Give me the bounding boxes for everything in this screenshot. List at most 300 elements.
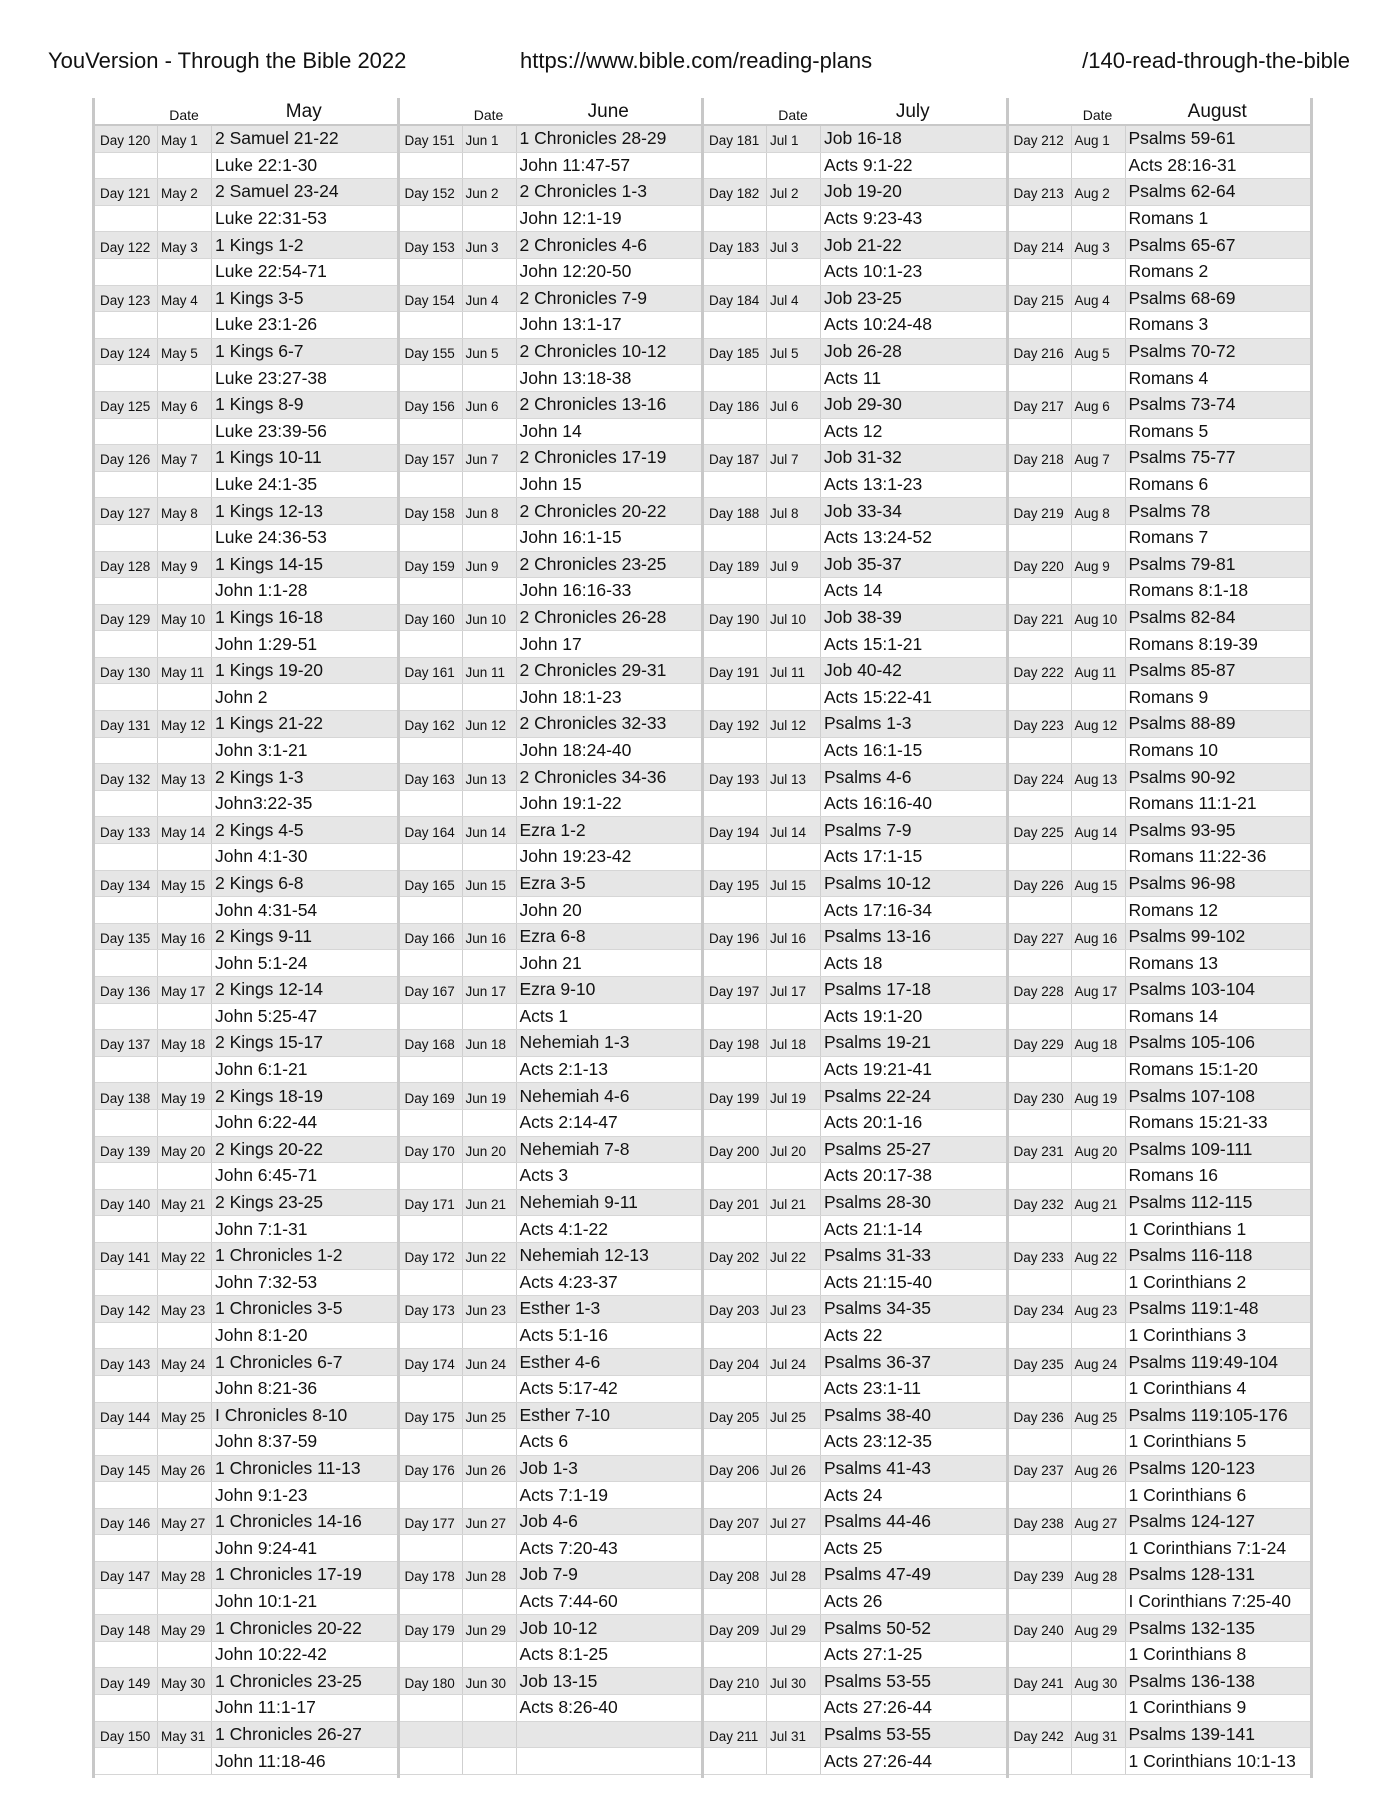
empty-day-cell [400,950,462,976]
new-testament-reading: Acts 2:1-13 [516,1057,702,1083]
day-number: Day 205 [709,1409,760,1425]
reading-row-primary [95,977,397,1004]
reading-row-primary [400,977,702,1004]
old-testament-reading: 1 Chronicles 3-5 [211,1296,397,1322]
reading-date: May 6 [157,392,211,418]
month-block-august [1006,98,1311,1778]
reading-entry [1009,1668,1311,1721]
day-number: Day 197 [709,984,760,1000]
reading-row-secondary [1009,1057,1311,1084]
empty-date-cell [462,1589,516,1615]
new-testament-reading: Acts 8:26-40 [516,1695,702,1721]
day-number: Day 207 [709,1516,760,1532]
reading-entry [400,924,702,977]
empty-date-cell [766,259,820,285]
reading-entry [1009,1083,1311,1136]
empty-date-cell [462,472,516,498]
empty-day-cell [1009,1429,1071,1455]
reading-row-secondary [95,1429,397,1456]
empty-date-cell [157,791,211,817]
reading-date: Jul 22 [766,1243,820,1269]
new-testament-reading: John 6:1-21 [211,1057,397,1083]
empty-day-cell [95,844,157,870]
reading-date: May 27 [157,1509,211,1535]
reading-row-primary [1009,1137,1311,1164]
reading-row-secondary [95,1376,397,1403]
old-testament-reading: 2 Kings 20-22 [211,1137,397,1163]
reading-row-primary [95,1137,397,1164]
empty-day-cell [400,1642,462,1668]
reading-date: Jul 12 [766,711,820,737]
old-testament-reading: Psalms 70-72 [1125,339,1311,365]
empty-date-cell [157,684,211,710]
reading-row-secondary [1009,844,1311,871]
reading-date: Jun 13 [462,764,516,790]
new-testament-reading: 1 Corinthians 6 [1125,1482,1311,1508]
reading-entry [400,1296,702,1349]
reading-row-secondary [704,1163,1006,1190]
old-testament-reading: Psalms 136-138 [1125,1668,1311,1694]
reading-date: May 18 [157,1030,211,1056]
reading-row-primary [95,1509,397,1536]
empty-date-cell [1071,738,1125,764]
day-number: Day 164 [404,824,455,840]
day-number: Day 167 [404,984,455,1000]
reading-entry [1009,817,1311,870]
old-testament-reading: Psalms 4-6 [820,764,1006,790]
empty-day-cell [704,1216,766,1242]
new-testament-reading: John 6:45-71 [211,1163,397,1189]
day-number: Day 171 [404,1197,455,1213]
new-testament-reading: Acts 28:16-31 [1125,153,1311,179]
reading-entry [1009,924,1311,977]
reading-row-secondary [704,631,1006,658]
day-number: Day 161 [404,665,455,681]
empty-day-cell [400,1429,462,1455]
reading-entry [95,977,397,1030]
reading-row-primary [95,1403,397,1430]
reading-entry [1009,445,1311,498]
empty-day-cell [400,312,462,338]
reading-row-primary [704,977,1006,1004]
empty-day-cell [1009,1535,1071,1561]
reading-row-primary [1009,817,1311,844]
reading-row-secondary [704,1004,1006,1031]
reading-row-primary [704,1722,1006,1749]
reading-row-secondary [704,365,1006,392]
reading-date: Jul 7 [766,445,820,471]
reading-row-primary [704,1562,1006,1589]
old-testament-reading: Psalms 44-46 [820,1509,1006,1535]
reading-date: May 8 [157,498,211,524]
empty-day-cell [1009,684,1071,710]
old-testament-reading: Psalms 79-81 [1125,552,1311,578]
reading-row-primary [95,1083,397,1110]
empty-date-cell [766,1323,820,1349]
old-testament-reading: Job 4-6 [516,1509,702,1535]
reading-date [462,1722,516,1748]
new-testament-reading: 1 Corinthians 4 [1125,1376,1311,1402]
new-testament-reading: John 18:1-23 [516,684,702,710]
new-testament-reading: Acts 21:1-14 [820,1216,1006,1242]
reading-date: Jun 23 [462,1296,516,1322]
empty-day-cell [95,1323,157,1349]
reading-date: Jul 24 [766,1349,820,1375]
reading-row-primary [95,445,397,472]
reading-date: May 1 [157,126,211,152]
reading-row-primary [704,817,1006,844]
new-testament-reading: John 17 [516,631,702,657]
reading-date: Jul 25 [766,1403,820,1429]
empty-day-cell [1009,950,1071,976]
reading-entry [400,179,702,232]
reading-row-primary [95,658,397,685]
reading-row-primary [400,1403,702,1430]
old-testament-reading: Psalms 90-92 [1125,764,1311,790]
new-testament-reading: John 15 [516,472,702,498]
month-name: August [1187,101,1247,122]
empty-date-cell [462,950,516,976]
reading-row-secondary [1009,472,1311,499]
day-number: Day 223 [1013,718,1064,734]
empty-day-cell [95,1057,157,1083]
empty-date-cell [1071,1323,1125,1349]
empty-date-cell [1071,631,1125,657]
reading-entry [95,817,397,870]
reading-entry [1009,1349,1311,1402]
empty-date-cell [1071,578,1125,604]
empty-day-cell [704,206,766,232]
empty-day-cell [400,365,462,391]
empty-date-cell [766,525,820,551]
empty-day-cell [1009,631,1071,657]
reading-row-primary [95,1456,397,1483]
new-testament-reading: Acts 7:44-60 [516,1589,702,1615]
reading-date: Jul 6 [766,392,820,418]
empty-date-cell [157,897,211,923]
reading-entry [704,764,1006,817]
reading-entry [1009,1509,1311,1562]
reading-date: Jun 30 [462,1668,516,1694]
old-testament-reading: Psalms 53-55 [820,1722,1006,1748]
empty-day-cell [95,738,157,764]
empty-day-cell [95,206,157,232]
empty-date-cell [157,259,211,285]
empty-date-cell [766,791,820,817]
empty-day-cell [95,791,157,817]
day-number: Day 199 [709,1090,760,1106]
day-number: Day 130 [100,665,151,681]
reading-entry [704,1456,1006,1509]
empty-date-cell [766,1642,820,1668]
old-testament-reading: Nehemiah 7-8 [516,1137,702,1163]
old-testament-reading: Psalms 93-95 [1125,817,1311,843]
reading-row-primary [1009,1403,1311,1430]
reading-row-primary [400,1296,702,1323]
reading-date: Aug 15 [1071,871,1125,897]
reading-row-secondary [400,206,702,233]
empty-day-cell [1009,1163,1071,1189]
reading-row-primary [400,1562,702,1589]
reading-date: May 10 [157,605,211,631]
reading-row-secondary [1009,1748,1311,1775]
month-name: June [587,101,629,122]
new-testament-reading: Acts 10:1-23 [820,259,1006,285]
reading-entry [95,126,397,179]
empty-date-cell [157,1323,211,1349]
empty-date-cell [1071,1376,1125,1402]
reading-row-primary [400,605,702,632]
day-number: Day 181 [709,133,760,149]
reading-date: Jun 17 [462,977,516,1003]
day-number [400,1722,462,1748]
reading-row-secondary [704,153,1006,180]
empty-day-cell [1009,791,1071,817]
empty-day-cell [1009,578,1071,604]
empty-day-cell [95,1429,157,1455]
reading-date: Jul 16 [766,924,820,950]
reading-row-primary [704,126,1006,153]
new-testament-reading: John 18:24-40 [516,738,702,764]
new-testament-reading: Acts 27:1-25 [820,1642,1006,1668]
empty-day-cell [704,1429,766,1455]
old-testament-reading: 1 Kings 19-20 [211,658,397,684]
reading-row-primary [704,498,1006,525]
day-number: Day 165 [404,877,455,893]
old-testament-reading: 2 Chronicles 23-25 [516,552,702,578]
empty-day-cell [704,1376,766,1402]
old-testament-reading: Psalms 116-118 [1125,1243,1311,1269]
day-number: Day 143 [100,1356,151,1372]
old-testament-reading: Psalms 78 [1125,498,1311,524]
old-testament-reading: 2 Kings 4-5 [211,817,397,843]
empty-day-cell [400,1163,462,1189]
empty-day-cell [95,1748,157,1774]
new-testament-reading: Acts 7:20-43 [516,1535,702,1561]
new-testament-reading: Acts 14 [820,578,1006,604]
old-testament-reading: 1 Kings 6-7 [211,339,397,365]
reading-row-primary [95,764,397,791]
reading-entry [1009,1137,1311,1190]
empty-date-cell [462,1323,516,1349]
reading-row-primary [704,658,1006,685]
reading-row-primary [704,1668,1006,1695]
old-testament-reading: Job 1-3 [516,1456,702,1482]
new-testament-reading: John 8:21-36 [211,1376,397,1402]
empty-day-cell [704,1004,766,1030]
day-number: Day 212 [1013,133,1064,149]
day-number: Day 177 [404,1516,455,1532]
month-header-row [1009,98,1311,126]
reading-row-secondary [1009,1163,1311,1190]
empty-day-cell [95,1110,157,1136]
reading-row-secondary [95,578,397,605]
old-testament-reading: 2 Chronicles 1-3 [516,179,702,205]
reading-entry [1009,498,1311,551]
day-number: Day 216 [1013,346,1064,362]
old-testament-reading: Psalms 119:1-48 [1125,1296,1311,1322]
reading-entry [704,1137,1006,1190]
reading-row-secondary [1009,153,1311,180]
new-testament-reading: Acts 9:23-43 [820,206,1006,232]
reading-entry [704,1030,1006,1083]
reading-row-secondary [1009,631,1311,658]
reading-row-secondary [1009,1642,1311,1669]
empty-day-cell [1009,1748,1071,1774]
reading-entry [400,1403,702,1456]
day-number: Day 241 [1013,1675,1064,1691]
empty-day-cell [95,1482,157,1508]
reading-date: Jun 11 [462,658,516,684]
empty-date-cell [1071,525,1125,551]
day-number: Day 236 [1013,1409,1064,1425]
reading-row-secondary [704,684,1006,711]
new-testament-reading: 1 Corinthians 9 [1125,1695,1311,1721]
reading-date: Aug 18 [1071,1030,1125,1056]
reading-row-primary [95,1668,397,1695]
reading-entry [95,1615,397,1668]
reading-entry [95,1190,397,1243]
old-testament-reading: Psalms 85-87 [1125,658,1311,684]
reading-row-secondary [95,1642,397,1669]
reading-row-primary [704,286,1006,313]
empty-date-cell [1071,950,1125,976]
reading-date: Jul 27 [766,1509,820,1535]
new-testament-reading: John 12:20-50 [516,259,702,285]
empty-day-cell [400,791,462,817]
new-testament-reading: Acts 15:22-41 [820,684,1006,710]
reading-date: Aug 6 [1071,392,1125,418]
reading-entry [704,924,1006,977]
reading-entry [400,1190,702,1243]
day-number: Day 240 [1013,1622,1064,1638]
empty-date-cell [462,206,516,232]
empty-date-cell [157,1270,211,1296]
day-number: Day 229 [1013,1037,1064,1053]
reading-entry [704,1668,1006,1721]
empty-day-cell [400,897,462,923]
empty-day-cell [400,1323,462,1349]
empty-date-cell [462,1535,516,1561]
new-testament-reading: John 4:31-54 [211,897,397,923]
reading-row-secondary [400,844,702,871]
empty-date-cell [462,897,516,923]
day-number: Day 180 [404,1675,455,1691]
new-testament-reading: Acts 20:17-38 [820,1163,1006,1189]
reading-row-primary [400,764,702,791]
old-testament-reading: Psalms 103-104 [1125,977,1311,1003]
old-testament-reading: Psalms 109-111 [1125,1137,1311,1163]
reading-entry [1009,1722,1311,1775]
reading-date: Aug 25 [1071,1403,1125,1429]
reading-row-secondary [400,1589,702,1616]
empty-date-cell [1071,1163,1125,1189]
new-testament-reading: 1 Corinthians 3 [1125,1323,1311,1349]
reading-entry [95,445,397,498]
new-testament-reading: Romans 11:1-21 [1125,791,1311,817]
new-testament-reading: Acts 18 [820,950,1006,976]
new-testament-reading: John 21 [516,950,702,976]
old-testament-reading: 2 Chronicles 26-28 [516,605,702,631]
empty-date-cell [766,1589,820,1615]
reading-row-secondary [400,897,702,924]
reading-row-primary [400,339,702,366]
reading-row-primary [400,1722,702,1749]
day-number: Day 134 [100,877,151,893]
reading-date: Aug 4 [1071,286,1125,312]
reading-entry [95,498,397,551]
empty-date-cell [766,1376,820,1402]
reading-row-secondary [400,1642,702,1669]
reading-row-secondary [95,1110,397,1137]
reading-date: Jul 15 [766,871,820,897]
empty-day-cell [400,472,462,498]
reading-row-secondary [704,738,1006,765]
empty-date-cell [462,365,516,391]
reading-row-secondary [1009,1216,1311,1243]
reading-row-primary [704,339,1006,366]
reading-row-secondary [400,525,702,552]
empty-date-cell [1071,1589,1125,1615]
reading-date: Aug 31 [1071,1722,1125,1748]
reading-row-secondary [1009,1376,1311,1403]
empty-date-cell [157,1482,211,1508]
empty-day-cell [95,1535,157,1561]
old-testament-reading: 1 Kings 8-9 [211,392,397,418]
reading-plan-table [92,98,1313,1778]
reading-row-secondary [400,1323,702,1350]
new-testament-reading: John 13:1-17 [516,312,702,338]
reading-date: Aug 7 [1071,445,1125,471]
empty-day-cell [1009,472,1071,498]
reading-date: Aug 20 [1071,1137,1125,1163]
new-testament-reading: Acts 8:1-25 [516,1642,702,1668]
empty-date-cell [157,153,211,179]
reading-date: Jun 15 [462,871,516,897]
old-testament-reading [516,1722,702,1748]
old-testament-reading: Psalms 50-52 [820,1615,1006,1641]
empty-date-cell [766,1535,820,1561]
day-number: Day 196 [709,931,760,947]
reading-date: May 16 [157,924,211,950]
new-testament-reading: Romans 1 [1125,206,1311,232]
reading-row-primary [400,1190,702,1217]
day-number: Day 129 [100,611,151,627]
empty-day-cell [400,631,462,657]
empty-day-cell [400,1482,462,1508]
reading-entry [400,1615,702,1668]
reading-row-primary [704,924,1006,951]
old-testament-reading: Psalms 119:49-104 [1125,1349,1311,1375]
empty-date-cell [157,1589,211,1615]
reading-entry [95,286,397,339]
day-number: Day 127 [100,505,151,521]
reading-date: Jun 18 [462,1030,516,1056]
new-testament-reading: Romans 16 [1125,1163,1311,1189]
reading-entry [704,711,1006,764]
new-testament-reading: Romans 8:19-39 [1125,631,1311,657]
reading-date: May 9 [157,552,211,578]
reading-row-secondary [400,684,702,711]
reading-date: Jul 1 [766,126,820,152]
empty-date-cell [766,472,820,498]
reading-row-primary [1009,764,1311,791]
new-testament-reading: John 16:16-33 [516,578,702,604]
reading-row-primary [704,392,1006,419]
new-testament-reading: Acts 21:15-40 [820,1270,1006,1296]
reading-row-primary [1009,179,1311,206]
empty-date-cell [1071,1216,1125,1242]
